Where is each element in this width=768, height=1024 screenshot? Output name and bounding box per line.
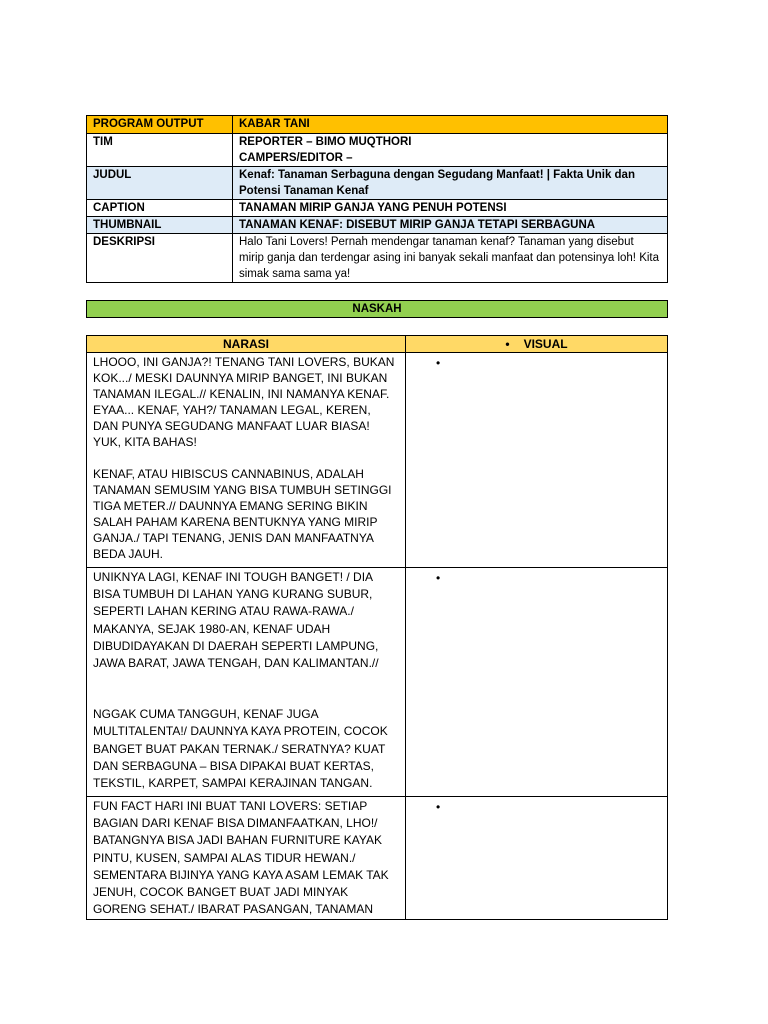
visual-cell [406, 797, 668, 920]
row-caption [87, 200, 668, 217]
value-deskripsi: Halo Tani Lovers! Pernah mendengar tanaman kenaf? Tanaman yang disebut mirip ganja dan terdengar asing ini banyak sekali manfaat dan potensinya loh! Kita simak sama sama ya! [233, 234, 668, 283]
visual-cell [406, 353, 668, 568]
label-tim: TIM [87, 134, 233, 167]
narasi-paragraph: NGGAK CUMA TANGGUH, KENAF JUGA MULTITALENTA!/ DAUNNYA KAYA PROTEIN, COCOK BANGET BUAT PAKAN TERNAK./ SERATNYA? KUAT DAN SERBAGUNA – BISA DIPAKAI BUAT KERTAS, TEKSTIL, KARPET, SAMPAI KERAJINAN TANGAN. [93, 707, 388, 791]
script-row [87, 568, 668, 797]
script-header-row [87, 336, 668, 353]
narasi-paragraph: UNIKNYA LAGI, KENAF INI TOUGH BANGET! / DIA BISA TUMBUH DI LAHAN YANG KURANG SUBUR, SEPERTI LAHAN KERING ATAU RAWA-RAWA./ MAKANYA, SEJAK 1980-AN, KENAF UDAH DIBUDIDAYAKAN DI DAERAH SEPERTI LAMPUNG, JAWA BARAT, JAWA TENGAH, DAN KALIMANTAN.// [93, 570, 379, 671]
label-thumbnail: THUMBNAIL [87, 217, 233, 234]
visual-cell [406, 568, 668, 797]
value-tim [233, 134, 668, 167]
visual-header-bullet: • [505, 337, 510, 351]
narasi-column-header: NARASI [87, 336, 406, 353]
value-thumbnail: TANAMAN KENAF: DISEBUT MIRIP GANJA TETAPI SERBAGUNA [233, 217, 668, 234]
narasi-paragraph: KENAF, ATAU HIBISCUS CANNABINUS, ADALAH TANAMAN SEMUSIM YANG BISA TUMBUH SETINGGI TIGA METER.// DAUNNYA EMANG SERING BIKIN SALAH PAHAM KARENA BENTUKNYA YANG MIRIP GANJA./ TAPI TENANG, JENIS DAN MANFAATNYA BEDA JAUH. [93, 467, 392, 561]
value-program-output: KABAR TANI [233, 116, 668, 134]
visual-bullet: • [436, 800, 441, 814]
visual-bullet: • [436, 356, 441, 370]
narasi-paragraph: LHOOO, INI GANJA?! TENANG TANI LOVERS, BUKAN KOK.../ MESKI DAUNNYA MIRIP BANGET, INI BUKAN TANAMAN ILEGAL.// KENALIN, INI NAMANYA KENAF. EYAA... KENAF, YAH?/ TANAMAN LEGAL, KEREN, DAN PUNYA SEGUDANG MANFAAT LUAR BIASA! YUK, KITA BAHAS! [93, 355, 395, 449]
row-tim [87, 134, 668, 167]
visual-column-header [406, 336, 668, 353]
row-judul [87, 167, 668, 200]
label-deskripsi: DESKRIPSI [87, 234, 233, 283]
label-program-output: PROGRAM OUTPUT [87, 116, 233, 134]
value-judul: Kenaf: Tanaman Serbaguna dengan Segudang Manfaat! | Fakta Unik dan Potensi Tanaman Kenaf [233, 167, 668, 200]
visual-header-label: VISUAL [523, 337, 568, 351]
value-caption: TANAMAN MIRIP GANJA YANG PENUH POTENSI [233, 200, 668, 217]
row-deskripsi [87, 234, 668, 283]
row-program-output [87, 116, 668, 134]
narasi-cell [87, 797, 406, 920]
narasi-clip [93, 798, 399, 918]
narasi-cell [87, 353, 406, 568]
narasi-cell [87, 568, 406, 797]
label-judul: JUDUL [87, 167, 233, 200]
row-thumbnail [87, 217, 668, 234]
visual-bullet: • [436, 571, 441, 585]
tim-reporter: REPORTER – BIMO MUQTHORI [239, 136, 412, 148]
label-caption: CAPTION [87, 200, 233, 217]
naskah-header: NASKAH [86, 300, 668, 318]
script-table [86, 335, 668, 920]
narasi-paragraph: FUN FACT HARI INI BUAT TANI LOVERS: SETIAP BAGIAN DARI KENAF BISA DIMANFAATKAN, LHO!/ BATANGNYA BISA JADI BAHAN FURNITURE KAYAK PINTU, KUSEN, SAMPAI ALAS TIDUR HEWAN./ SEMENTARA BIJINYA YANG KAYA ASAM LEMAK TAK JENUH, COCOK BANGET BUAT JADI MINYAK GORENG SEHAT./ IBARAT PASANGAN, TANAMAN [93, 799, 389, 917]
script-row [87, 353, 668, 568]
script-row [87, 797, 668, 920]
program-info-table [86, 115, 668, 283]
tim-editor: CAMPERS/EDITOR – [239, 152, 353, 164]
